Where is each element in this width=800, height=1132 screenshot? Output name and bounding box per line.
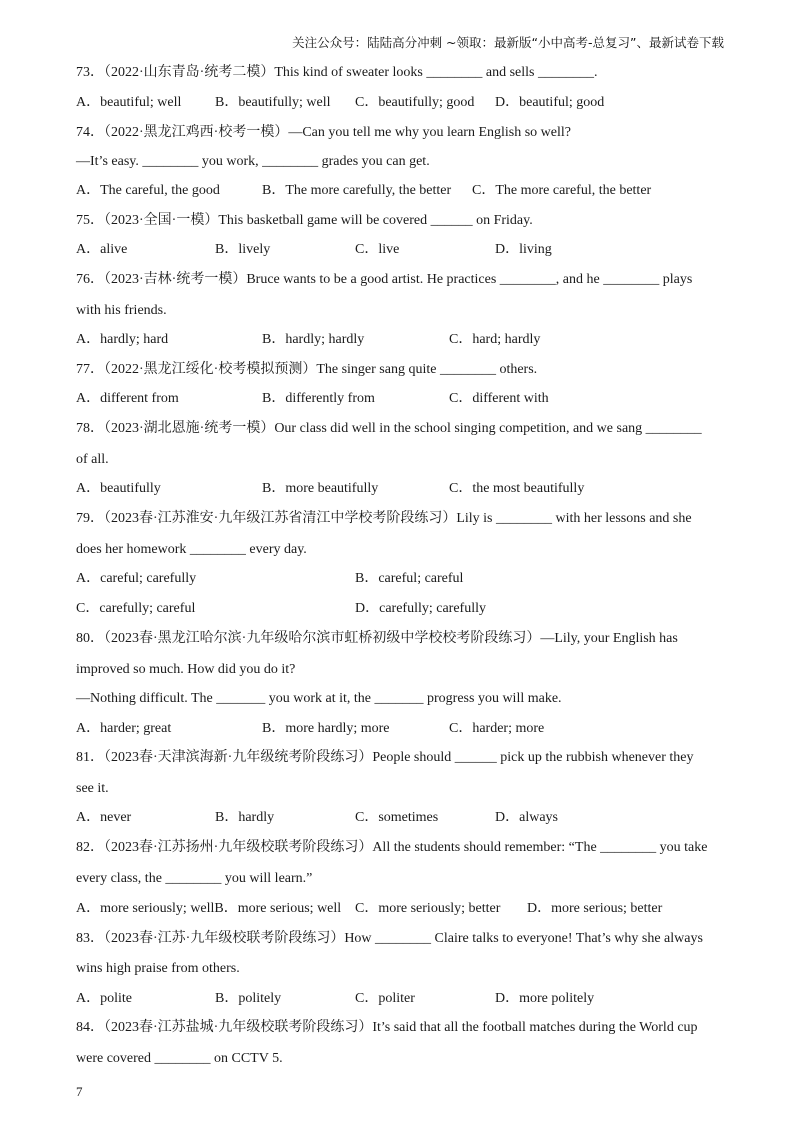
q83-option-a: A．polite — [76, 991, 132, 1006]
q82-option-d: D．more serious; better — [527, 901, 663, 916]
q74-option-a: A．The careful, the good — [76, 183, 220, 198]
question-84-stem-line2: were covered ________ on CCTV 5. — [76, 1051, 283, 1066]
q73-option-d: D．beautiful; good — [495, 95, 605, 110]
question-74-stem: 74．（2022·黑龙江鸡西·校考一模）—Can you tell me why you learn English so well? — [76, 125, 571, 140]
q78-option-a: A．beautifully — [76, 481, 161, 496]
question-84-stem: 84．（2023春·江苏盐城·九年级校联考阶段练习）It’s said that all the football matches during the World cup — [76, 1020, 698, 1035]
q79-option-d: D．carefully; carefully — [355, 601, 486, 616]
question-79-stem-line2: does her homework ________ every day. — [76, 542, 307, 557]
page-number: 7 — [76, 1084, 83, 1099]
q80-option-b: B．more hardly; more — [262, 721, 390, 736]
question-83-stem: 83．（2023春·江苏·九年级校联考阶段练习）How ________ Claire talks to everyone! That’s why she always — [76, 931, 703, 946]
question-82-stem-line2: every class, the ________ you will learn.” — [76, 871, 313, 886]
q81-option-b: B．hardly — [215, 810, 275, 825]
q75-option-c: C．live — [355, 242, 400, 257]
q76-option-c: C．hard; hardly — [449, 332, 541, 347]
question-81-stem: 81．（2023春·天津滨海新·九年级统考阶段练习）People should ______ pick up the rubbish whenever they — [76, 750, 694, 765]
q74-option-c: C．The more careful, the better — [472, 183, 652, 198]
question-83-stem-line2: wins high praise from others. — [76, 961, 240, 976]
question-74-stem-line2: —It’s easy. ________ you work, ________ grades you can get. — [76, 154, 430, 169]
q81-option-d: D．always — [495, 810, 558, 825]
q80-option-c: C．harder; more — [449, 721, 545, 736]
q75-option-b: B．lively — [215, 242, 271, 257]
q73-option-c: C．beautifully; good — [355, 95, 475, 110]
q75-option-d: D．living — [495, 242, 552, 257]
question-79-stem: 79．（2023春·江苏淮安·九年级江苏省清江中学校考阶段练习）Lily is ________ with her lessons and she — [76, 511, 692, 526]
question-76-stem: 76．（2023·吉林·统考一模）Bruce wants to be a good artist. He practices ________, and he ________ plays — [76, 272, 693, 287]
q79-option-b: B．careful; careful — [355, 571, 464, 586]
q77-option-c: C．different with — [449, 391, 549, 406]
q81-option-c: C．sometimes — [355, 810, 439, 825]
question-75-stem: 75．（2023·全国·一模）This basketball game will be covered ______ on Friday. — [76, 213, 533, 228]
question-80-stem-line2: improved so much. How did you do it? — [76, 662, 296, 677]
q83-option-c: C．politer — [355, 991, 415, 1006]
question-78-stem-line2: of all. — [76, 452, 109, 467]
q76-option-a: A．hardly; hard — [76, 332, 169, 347]
question-81-stem-line2: see it. — [76, 781, 109, 796]
q83-option-b: B．politely — [215, 991, 282, 1006]
q78-option-b: B．more beautifully — [262, 481, 379, 496]
q77-option-b: B．differently from — [262, 391, 375, 406]
q77-option-a: A．different from — [76, 391, 179, 406]
q83-option-d: D．more politely — [495, 991, 595, 1006]
q79-option-a: A．careful; carefully — [76, 571, 197, 586]
q73-option-a: A．beautiful; well — [76, 95, 182, 110]
q82-option-c: C．more seriously; better — [355, 901, 501, 916]
page-header: 关注公众号：陆陆高分冲刺 ~领取：最新版“小中高考-总复习”、最新试卷下载 — [292, 35, 724, 50]
q80-option-a: A．harder; great — [76, 721, 172, 736]
question-73-stem: 73．（2022·山东青岛·统考二模）This kind of sweater looks ________ and sells ________. — [76, 65, 598, 80]
question-80-stem: 80．（2023春·黑龙江哈尔滨·九年级哈尔滨市虹桥初级中学校校考阶段练习）—Lily, your English has — [76, 631, 678, 646]
q78-option-c: C．the most beautifully — [449, 481, 585, 496]
q75-option-a: A．alive — [76, 242, 128, 257]
question-78-stem: 78．（2023·湖北恩施·统考一模）Our class did well in the school singing competition, and we sang ________ — [76, 421, 702, 436]
q74-option-b: B．The more carefully, the better — [262, 183, 452, 198]
question-76-stem-line2: with his friends. — [76, 303, 167, 318]
q82-option-ab: A．more seriously; wellB．more serious; well — [76, 901, 342, 916]
question-82-stem: 82．（2023春·江苏扬州·九年级校联考阶段练习）All the students should remember: “The ________ you take — [76, 840, 708, 855]
q73-option-b: B．beautifully; well — [215, 95, 331, 110]
q79-option-c: C．carefully; careful — [76, 601, 196, 616]
q81-option-a: A．never — [76, 810, 132, 825]
question-77-stem: 77．（2022·黑龙江绥化·校考模拟预测）The singer sang quite ________ others. — [76, 362, 538, 377]
question-80-stem-line3: —Nothing difficult. The _______ you work at it, the _______ progress you will make. — [76, 691, 562, 706]
q76-option-b: B．hardly; hardly — [262, 332, 365, 347]
